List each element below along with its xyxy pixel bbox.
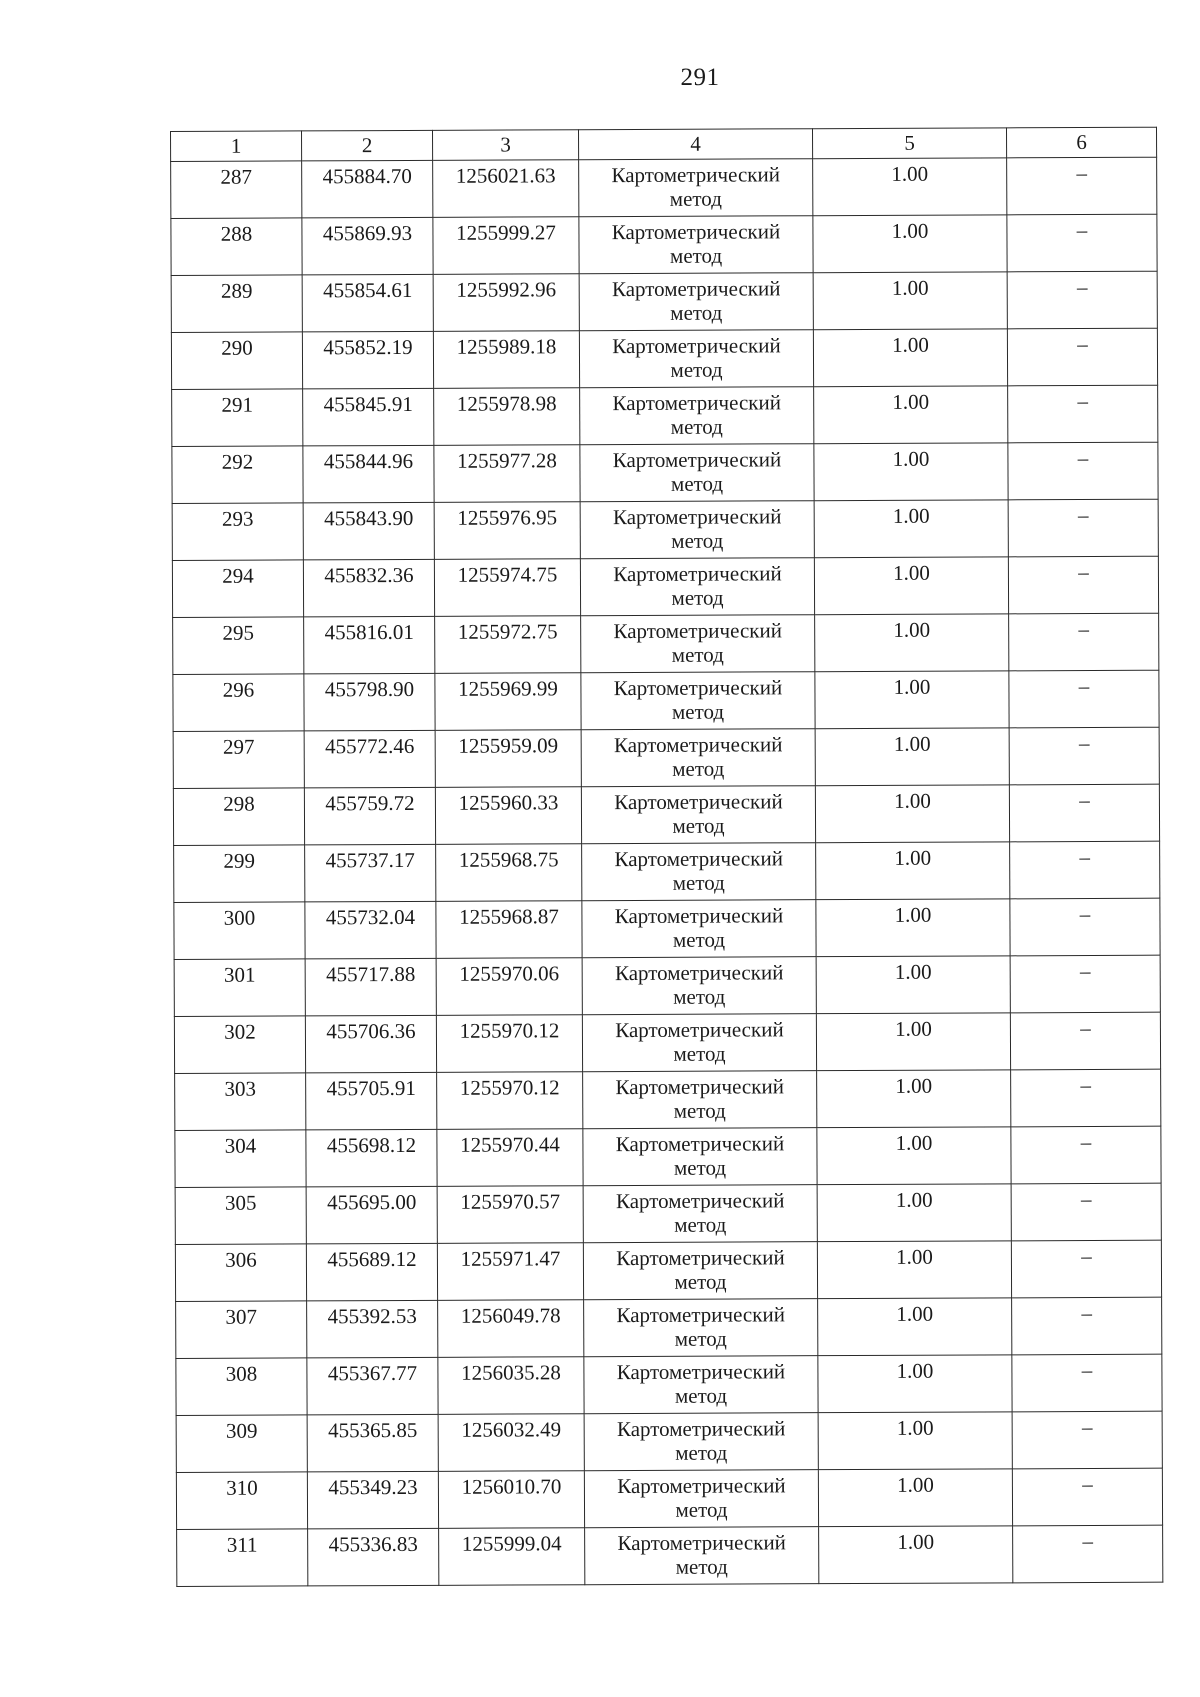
method-cell — [580, 387, 814, 445]
method-line-2: метод — [670, 471, 724, 496]
method-cell — [583, 1242, 817, 1300]
point-number-cell: 296 — [173, 674, 304, 732]
accuracy-cell: 1.00 — [815, 671, 1009, 729]
table-header — [171, 127, 1157, 161]
method-line-2: метод — [671, 699, 725, 724]
method-line-1: Картометрический — [612, 333, 781, 359]
method-line-1: Картометрический — [614, 903, 784, 929]
y-coordinate-cell: 1255977.28 — [434, 445, 580, 503]
point-number-cell: 294 — [172, 560, 303, 618]
x-coordinate-cell: 455843.90 — [303, 502, 434, 560]
method-line-1: Картометрический — [612, 447, 782, 473]
point-number-cell: 287 — [171, 161, 302, 219]
y-coordinate-cell: 1256035.28 — [438, 1357, 584, 1415]
method-line-1: Картометрический — [612, 390, 781, 416]
point-number-cell: 304 — [175, 1130, 306, 1188]
y-coordinate-cell: 1255959.09 — [435, 730, 581, 788]
note-cell: – — [1010, 955, 1160, 1013]
accuracy-cell: 1.00 — [816, 899, 1010, 957]
table-row — [171, 271, 1157, 332]
method-cell — [582, 843, 816, 901]
y-coordinate-cell: 1255989.18 — [433, 331, 579, 389]
method-line-2: метод — [672, 870, 725, 895]
table-row — [176, 1354, 1162, 1415]
table-row — [172, 556, 1158, 617]
table-row — [172, 385, 1158, 446]
method-cell — [582, 957, 816, 1015]
method-cell — [583, 1128, 817, 1186]
accuracy-cell: 1.00 — [818, 1298, 1012, 1356]
method-line-2: метод — [674, 1212, 727, 1237]
x-coordinate-cell: 455869.93 — [302, 217, 433, 275]
table-row — [175, 1126, 1161, 1187]
method-cell — [581, 786, 815, 844]
note-cell: – — [1008, 556, 1158, 614]
x-coordinate-cell: 455884.70 — [302, 160, 433, 218]
method-line-2: метод — [672, 756, 725, 781]
method-line-1: Картометрический — [613, 561, 782, 587]
y-coordinate-cell: 1255968.87 — [436, 901, 582, 959]
method-line-1: Картометрический — [616, 1416, 786, 1442]
x-coordinate-cell: 455737.17 — [305, 844, 436, 902]
method-line-1: Картометрический — [611, 219, 781, 245]
method-line-2: метод — [673, 1155, 727, 1180]
table-row — [171, 157, 1157, 218]
note-cell: – — [1007, 157, 1157, 215]
method-line-2: метод — [672, 813, 725, 838]
method-line-2: метод — [673, 1041, 726, 1066]
method-cell — [582, 1014, 816, 1072]
x-coordinate-cell: 455816.01 — [304, 616, 435, 674]
method-line-2: метод — [670, 300, 723, 325]
header-row — [171, 127, 1157, 161]
method-cell — [579, 159, 813, 217]
method-line-1: Картометрический — [613, 618, 782, 644]
table-row — [176, 1411, 1162, 1472]
method-cell — [581, 672, 815, 730]
y-coordinate-cell: 1255970.12 — [437, 1072, 583, 1130]
method-line-2: метод — [671, 585, 724, 610]
method-line-1: Картометрический — [611, 162, 780, 188]
table-row — [172, 442, 1158, 503]
note-cell: – — [1011, 1069, 1161, 1127]
x-coordinate-cell: 455336.83 — [308, 1528, 439, 1586]
method-line-1: Картометрический — [616, 1245, 785, 1271]
x-coordinate-cell: 455759.72 — [304, 787, 435, 845]
note-cell: – — [1008, 442, 1158, 500]
y-coordinate-cell: 1255978.98 — [434, 388, 580, 446]
method-cell — [585, 1527, 819, 1585]
point-number-cell: 303 — [175, 1073, 306, 1131]
x-coordinate-cell: 455367.77 — [307, 1357, 438, 1415]
y-coordinate-cell: 1256049.78 — [438, 1300, 584, 1358]
y-coordinate-cell: 1256010.70 — [438, 1471, 584, 1529]
point-number-cell: 311 — [177, 1529, 308, 1587]
point-number-cell: 299 — [174, 845, 305, 903]
note-cell: – — [1008, 385, 1158, 443]
y-coordinate-cell: 1255976.95 — [434, 502, 580, 560]
page-number: 291 — [680, 64, 720, 91]
method-line-1: Картометрический — [614, 846, 783, 872]
y-coordinate-cell: 1256032.49 — [438, 1414, 584, 1472]
table-row — [177, 1525, 1163, 1586]
method-cell — [580, 501, 814, 559]
method-cell — [581, 615, 815, 673]
method-line-1: Картометрический — [616, 1359, 786, 1385]
note-cell: – — [1013, 1525, 1163, 1583]
method-line-2: метод — [673, 984, 726, 1009]
method-line-1: Картометрический — [615, 1188, 785, 1214]
y-coordinate-cell: 1256021.63 — [433, 160, 579, 218]
point-number-cell: 295 — [173, 617, 304, 675]
accuracy-cell: 1.00 — [813, 272, 1007, 330]
table-row — [173, 613, 1159, 674]
y-coordinate-cell: 1255968.75 — [436, 844, 582, 902]
x-coordinate-cell: 455844.96 — [303, 445, 434, 503]
accuracy-cell: 1.00 — [817, 1070, 1011, 1128]
method-line-2: метод — [672, 927, 726, 952]
accuracy-cell: 1.00 — [814, 500, 1008, 558]
point-number-cell: 310 — [176, 1472, 307, 1530]
point-number-cell: 301 — [174, 959, 305, 1017]
point-number-cell: 290 — [171, 332, 302, 390]
x-coordinate-cell: 455798.90 — [304, 673, 435, 731]
method-line-2: метод — [675, 1554, 728, 1579]
table-row — [173, 727, 1159, 788]
method-line-2: метод — [675, 1440, 728, 1465]
method-line-2: метод — [669, 243, 723, 268]
y-coordinate-cell: 1255970.12 — [436, 1015, 582, 1073]
accuracy-cell: 1.00 — [818, 1355, 1012, 1413]
x-coordinate-cell: 455732.04 — [305, 901, 436, 959]
x-coordinate-cell: 455705.91 — [306, 1072, 437, 1130]
method-line-1: Картометрический — [613, 675, 783, 701]
table-row — [175, 1069, 1161, 1130]
table-row — [174, 898, 1160, 959]
x-coordinate-cell: 455392.53 — [307, 1300, 438, 1358]
note-cell: – — [1007, 271, 1157, 329]
table-row — [173, 670, 1159, 731]
y-coordinate-cell: 1255969.99 — [435, 673, 581, 731]
table-row — [174, 841, 1160, 902]
note-cell: – — [1011, 1126, 1161, 1184]
y-coordinate-cell: 1255970.44 — [437, 1129, 583, 1187]
method-line-2: метод — [674, 1383, 728, 1408]
method-cell — [580, 558, 814, 616]
x-coordinate-cell: 455845.91 — [303, 388, 434, 446]
method-line-2: метод — [669, 186, 722, 211]
method-line-1: Картометрический — [615, 1074, 784, 1100]
method-cell — [579, 216, 813, 274]
point-number-cell: 306 — [175, 1244, 306, 1302]
point-number-cell: 297 — [173, 731, 304, 789]
note-cell: – — [1012, 1468, 1162, 1526]
y-coordinate-cell: 1255970.06 — [436, 958, 582, 1016]
note-cell: – — [1007, 328, 1157, 386]
note-cell: – — [1008, 499, 1158, 557]
method-line-2: метод — [673, 1098, 726, 1123]
method-line-1: Картометрический — [617, 1473, 786, 1499]
method-line-2: метод — [674, 1269, 727, 1294]
header-col-4: 4 — [578, 129, 812, 160]
note-cell: – — [1009, 784, 1159, 842]
x-coordinate-cell: 455772.46 — [304, 730, 435, 788]
method-line-1: Картометрический — [615, 1017, 784, 1043]
x-coordinate-cell: 455832.36 — [303, 559, 434, 617]
method-cell — [584, 1356, 818, 1414]
method-cell — [579, 330, 813, 388]
method-cell — [581, 729, 815, 787]
method-line-1: Картометрический — [611, 276, 781, 302]
accuracy-cell: 1.00 — [818, 1412, 1012, 1470]
point-number-cell: 308 — [176, 1358, 307, 1416]
point-number-cell: 293 — [172, 503, 303, 561]
table-row — [173, 784, 1159, 845]
method-cell — [584, 1413, 818, 1471]
method-line-1: Картометрический — [616, 1302, 785, 1328]
header-col-2: 2 — [302, 130, 433, 161]
method-line-1: Картометрический — [614, 960, 784, 986]
note-cell: – — [1010, 898, 1160, 956]
table-row — [174, 1012, 1160, 1073]
method-line-2: метод — [674, 1326, 727, 1351]
note-cell: – — [1012, 1297, 1162, 1355]
note-cell: – — [1011, 1240, 1161, 1298]
table-row — [176, 1297, 1162, 1358]
accuracy-cell: 1.00 — [813, 329, 1007, 387]
method-cell — [584, 1299, 818, 1357]
accuracy-cell: 1.00 — [813, 215, 1007, 273]
x-coordinate-cell: 455852.19 — [302, 331, 433, 389]
method-cell — [579, 273, 813, 331]
header-col-3: 3 — [432, 130, 578, 161]
y-coordinate-cell: 1255999.27 — [433, 217, 579, 275]
y-coordinate-cell: 1255971.47 — [437, 1243, 583, 1301]
note-cell: – — [1009, 727, 1159, 785]
y-coordinate-cell: 1255992.96 — [433, 274, 579, 332]
accuracy-cell: 1.00 — [815, 614, 1009, 672]
table-row — [171, 328, 1157, 389]
accuracy-cell: 1.00 — [815, 785, 1009, 843]
method-line-1: Картометрический — [614, 789, 783, 815]
header-col-1: 1 — [171, 131, 302, 162]
x-coordinate-cell: 455854.61 — [302, 274, 433, 332]
accuracy-cell: 1.00 — [814, 386, 1008, 444]
point-number-cell: 309 — [176, 1415, 307, 1473]
y-coordinate-cell: 1255970.57 — [437, 1186, 583, 1244]
y-coordinate-cell: 1255972.75 — [435, 616, 581, 674]
point-number-cell: 307 — [176, 1301, 307, 1359]
accuracy-cell: 1.00 — [818, 1469, 1012, 1527]
x-coordinate-cell: 455717.88 — [305, 958, 436, 1016]
accuracy-cell: 1.00 — [814, 557, 1008, 615]
accuracy-cell: 1.00 — [815, 728, 1009, 786]
x-coordinate-cell: 455706.36 — [305, 1015, 436, 1073]
point-number-cell: 292 — [172, 446, 303, 504]
x-coordinate-cell: 455689.12 — [306, 1243, 437, 1301]
table-row — [175, 1183, 1161, 1244]
method-line-2: метод — [671, 528, 724, 553]
note-cell: – — [1012, 1411, 1162, 1469]
accuracy-cell: 1.00 — [816, 1013, 1010, 1071]
method-cell — [582, 900, 816, 958]
method-cell — [583, 1185, 817, 1243]
x-coordinate-cell: 455698.12 — [306, 1129, 437, 1187]
x-coordinate-cell: 455349.23 — [307, 1471, 438, 1529]
note-cell: – — [1007, 214, 1157, 272]
point-number-cell: 305 — [175, 1187, 306, 1245]
header-col-6: 6 — [1006, 127, 1156, 158]
coordinates-table — [170, 127, 1163, 1587]
accuracy-cell: 1.00 — [817, 1241, 1011, 1299]
table-body — [171, 157, 1163, 1586]
accuracy-cell: 1.00 — [816, 956, 1010, 1014]
method-line-2: метод — [670, 414, 723, 439]
point-number-cell: 298 — [173, 788, 304, 846]
accuracy-cell: 1.00 — [817, 1184, 1011, 1242]
y-coordinate-cell: 1255974.75 — [434, 559, 580, 617]
method-line-1: Картометрический — [615, 1131, 785, 1157]
method-line-1: Картометрический — [612, 504, 782, 530]
note-cell: – — [1009, 613, 1159, 671]
note-cell: – — [1010, 1012, 1160, 1070]
table-row — [174, 955, 1160, 1016]
table-row — [172, 499, 1158, 560]
accuracy-cell: 1.00 — [814, 443, 1008, 501]
note-cell: – — [1011, 1183, 1161, 1241]
point-number-cell: 288 — [171, 218, 302, 276]
header-col-5: 5 — [812, 128, 1006, 159]
point-number-cell: 302 — [174, 1016, 305, 1074]
x-coordinate-cell: 455695.00 — [306, 1186, 437, 1244]
note-cell: – — [1012, 1354, 1162, 1412]
method-cell — [583, 1071, 817, 1129]
note-cell: – — [1010, 841, 1160, 899]
table-row — [171, 214, 1157, 275]
method-line-1: Картометрический — [613, 732, 783, 758]
y-coordinate-cell: 1255960.33 — [435, 787, 581, 845]
x-coordinate-cell: 455365.85 — [307, 1414, 438, 1472]
method-line-2: метод — [675, 1497, 728, 1522]
point-number-cell: 300 — [174, 902, 305, 960]
method-cell — [580, 444, 814, 502]
accuracy-cell: 1.00 — [819, 1526, 1013, 1584]
method-cell — [584, 1470, 818, 1528]
accuracy-cell: 1.00 — [813, 158, 1007, 216]
accuracy-cell: 1.00 — [816, 842, 1010, 900]
method-line-2: метод — [671, 642, 724, 667]
table-row — [175, 1240, 1161, 1301]
method-line-2: метод — [670, 357, 723, 382]
point-number-cell: 291 — [172, 389, 303, 447]
note-cell: – — [1009, 670, 1159, 728]
y-coordinate-cell: 1255999.04 — [439, 1528, 585, 1586]
table-row — [176, 1468, 1162, 1529]
accuracy-cell: 1.00 — [817, 1127, 1011, 1185]
method-line-1: Картометрический — [617, 1530, 786, 1556]
point-number-cell: 289 — [171, 275, 302, 333]
